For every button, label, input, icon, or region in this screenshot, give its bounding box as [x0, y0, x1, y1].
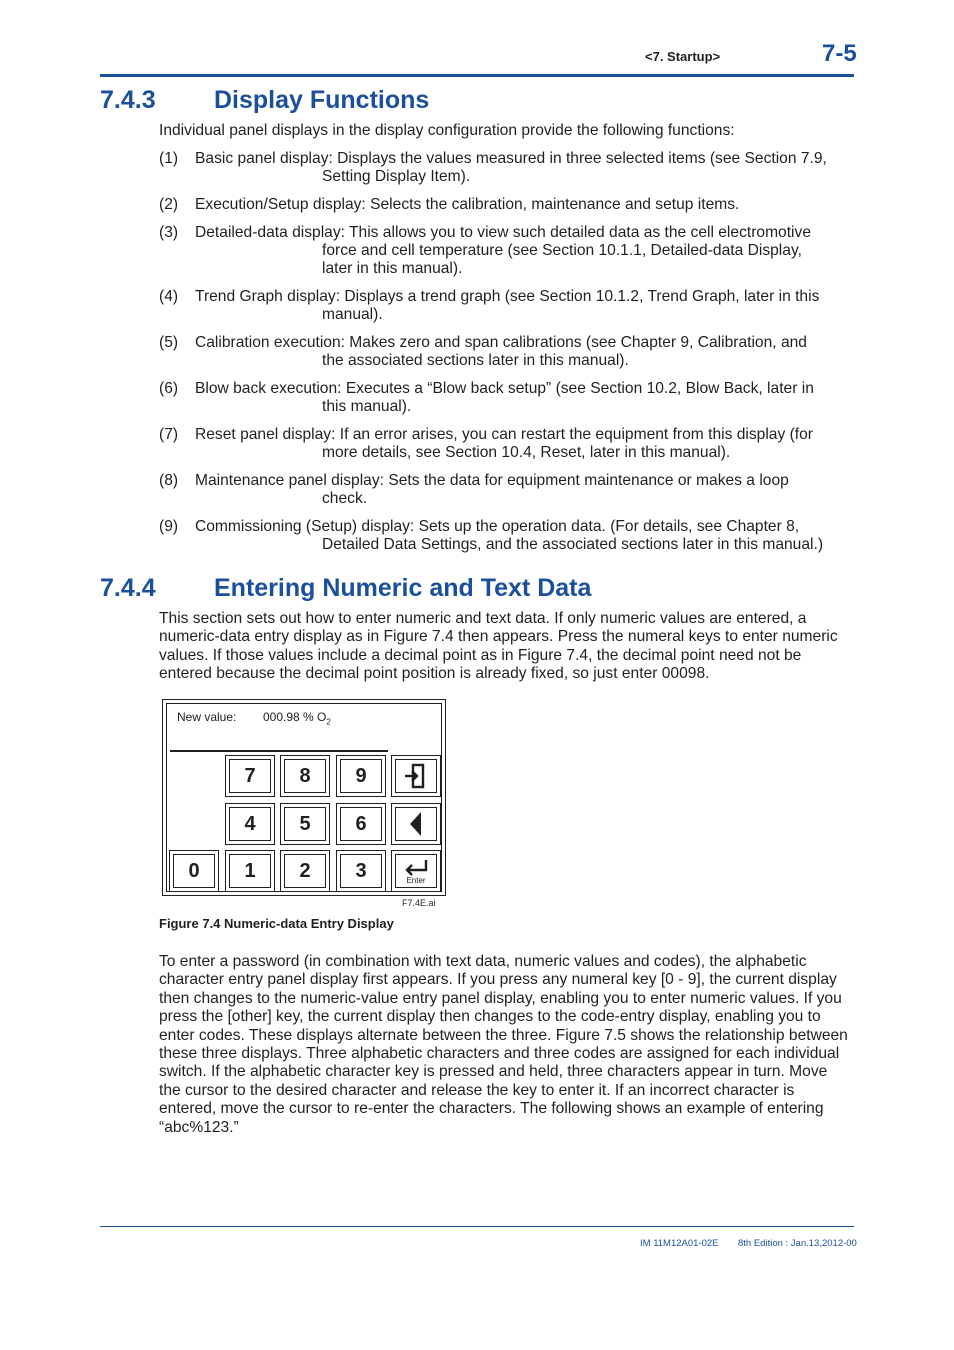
list-item-number: (8) — [159, 472, 179, 489]
list-item-number: (9) — [159, 518, 179, 535]
key-1-label: 1 — [229, 854, 271, 888]
list-item-number: (4) — [159, 288, 179, 305]
header-rule — [100, 74, 854, 77]
enter-key[interactable] — [391, 850, 441, 892]
list-item-text: Detailed-data display: This allows you to view such detailed data as the cell electromotive — [195, 224, 811, 241]
enter-key-face — [395, 854, 437, 888]
edition-label: 8th Edition : Jan.13,2012-00 — [738, 1238, 857, 1249]
key-2-label: 2 — [284, 854, 326, 888]
key-8[interactable] — [280, 755, 330, 797]
list-item-continuation: more details, see Section 10.4, Reset, later in this manual). — [322, 444, 731, 461]
key-6[interactable] — [336, 803, 386, 845]
key-9[interactable] — [336, 755, 386, 797]
enter-return-icon — [403, 859, 429, 877]
new-value-readout — [263, 710, 331, 726]
key-7-label: 7 — [229, 759, 271, 793]
figure-code: F7.4E.ai — [402, 898, 436, 908]
key-8-label: 8 — [284, 759, 326, 793]
list-item-text: Blow back execution: Executes a “Blow back setup” (see Section 10.2, Blow Back, later in — [195, 380, 814, 397]
list-item-text: Execution/Setup display: Selects the calibration, maintenance and setup items. — [195, 196, 740, 213]
list-item-number: (6) — [159, 380, 179, 397]
exit-icon — [403, 763, 429, 789]
value-underline — [170, 750, 388, 752]
list-item-continuation: manual). — [322, 306, 383, 323]
list-item-text: Reset panel display: If an error arises, you can restart the equipment from this display (for — [195, 426, 813, 443]
list-item-continuation: Setting Display Item). — [322, 168, 471, 185]
key-9-label: 9 — [340, 759, 382, 793]
key-3-label: 3 — [340, 854, 382, 888]
list-item-number: (3) — [159, 224, 179, 241]
key-2[interactable] — [280, 850, 330, 892]
section-number-744: 7.4.4 — [100, 574, 156, 602]
chapter-label: <7. Startup> — [645, 49, 721, 64]
section-paragraph: To enter a password (in combination with text data, numeric values and codes), the alphabetic character entry panel display first appears. If you press any numeral key [0 - 9], the current display then changes to the numeric-value entry panel display, enabling you to enter numeric values. If you press the [other] key, the current display then changes to the code-entry display, enabling you to enter codes. These displays alternate between the three. Figure 7.5 shows the relationship between these three displays. Three alphabetic characters and three codes are assigned for each individual switch. If the alphabetic character key is pressed and held, three characters appear in turn. Move the cursor to the desired character and release the key to enter it. If an incorrect character is entered, move the cursor to re-enter the characters. The following shows an example of entering “abc%123.” — [159, 953, 848, 1136]
backspace-key-face — [395, 807, 437, 841]
exit-key[interactable] — [391, 755, 441, 797]
key-0-label: 0 — [173, 854, 215, 888]
key-7[interactable] — [225, 755, 275, 797]
list-item-continuation: force and cell temperature (see Section 10.1.1, Detailed-data Display, later in this manual). — [322, 242, 802, 278]
key-5[interactable] — [280, 803, 330, 845]
page-number: 7-5 — [822, 40, 857, 67]
section-paragraph: This section sets out how to enter numeric and text data. If only numeric values are entered, a numeric-data entry display as in Figure 7.4 then appears. Press the numeral keys to enter numeric values. If those values include a decimal point as in Figure 7.4, the decimal point need not be entered because the decimal point position is already fixed, so just enter 00098. — [159, 610, 838, 683]
key-3[interactable] — [336, 850, 386, 892]
document-id: IM 11M12A01-02E — [640, 1238, 719, 1249]
list-item-text: Maintenance panel display: Sets the data for equipment maintenance or makes a loop — [195, 472, 789, 489]
list-item-text: Calibration execution: Makes zero and span calibrations (see Chapter 9, Calibration, and — [195, 334, 807, 351]
list-item-continuation: the associated sections later in this manual). — [322, 352, 629, 369]
backspace-left-arrow-icon — [406, 811, 426, 837]
key-4-label: 4 — [229, 807, 271, 841]
new-value-label: New value: — [177, 710, 237, 724]
section-title-744: Entering Numeric and Text Data — [214, 574, 592, 602]
section-title-743: Display Functions — [214, 86, 430, 114]
list-item-continuation: Detailed Data Settings, and the associated sections later in this manual.) — [322, 536, 824, 553]
list-item-number: (1) — [159, 150, 179, 167]
figure-caption: Figure 7.4 Numeric-data Entry Display — [159, 916, 394, 931]
enter-key-label: Enter — [406, 876, 426, 885]
key-1[interactable] — [225, 850, 275, 892]
list-item-text: Basic panel display: Displays the values measured in three selected items (see Section 7.9, — [195, 150, 827, 167]
list-item-text: Trend Graph display: Displays a trend graph (see Section 10.1.2, Trend Graph, later in this — [195, 288, 820, 305]
list-item-number: (2) — [159, 196, 179, 213]
exit-key-face — [395, 759, 437, 793]
section-number-743: 7.4.3 — [100, 86, 156, 114]
list-item-continuation: this manual). — [322, 398, 412, 415]
backspace-key[interactable] — [391, 803, 441, 845]
display-panel — [166, 703, 442, 892]
key-0[interactable] — [169, 850, 219, 892]
new-value-subscript: 2 — [326, 717, 331, 727]
list-item-number: (7) — [159, 426, 179, 443]
key-5-label: 5 — [284, 807, 326, 841]
key-6-label: 6 — [340, 807, 382, 841]
list-item-continuation: check. — [322, 490, 368, 507]
key-4[interactable] — [225, 803, 275, 845]
list-item-text: Commissioning (Setup) display: Sets up the operation data. (For details, see Chapter 8, — [195, 518, 800, 535]
section-intro: Individual panel displays in the display configuration provide the following functions: — [159, 122, 735, 139]
footer-rule — [100, 1226, 854, 1227]
new-value-text: 000.98 % O — [263, 710, 327, 724]
numeric-entry-figure — [162, 699, 446, 896]
list-item-number: (5) — [159, 334, 179, 351]
